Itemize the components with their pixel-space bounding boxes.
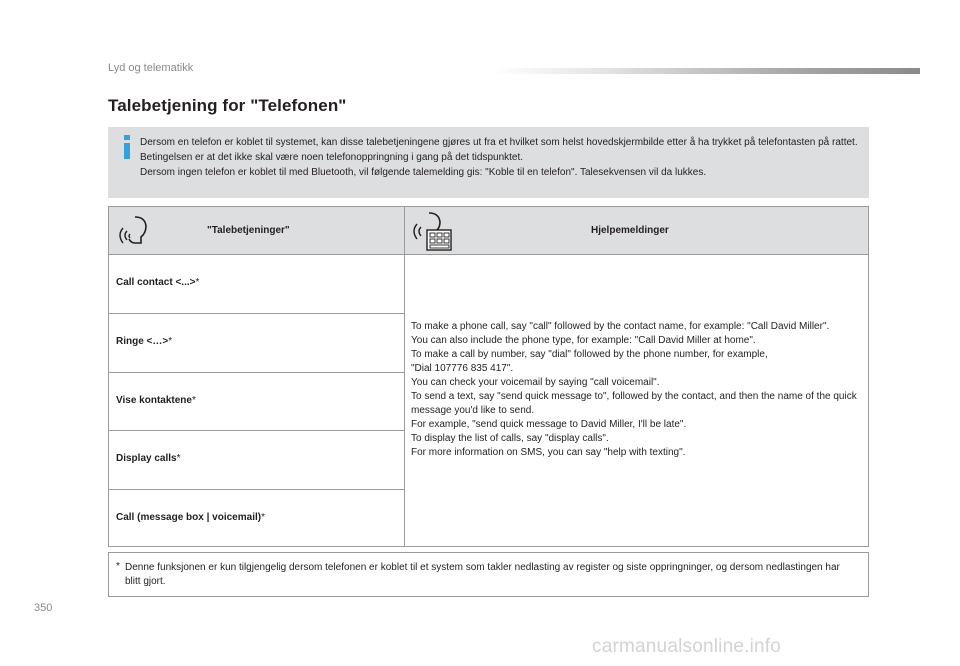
command-label: Call (message box | voicemail)* xyxy=(116,512,265,523)
command-label: Vise kontaktene* xyxy=(116,395,196,406)
table-row xyxy=(109,372,404,430)
column-header-commands: "Talebetjeninger" xyxy=(207,225,290,236)
help-line: To send a text, say "send quick message to", followed by the contact, and then the name of the quick message you'd like to send. xyxy=(411,391,857,416)
help-line: For more information on SMS, you can say "help with texting". xyxy=(411,447,686,458)
command-column xyxy=(109,255,405,546)
help-line: To display the list of calls, say "display calls". xyxy=(411,433,609,444)
table-row xyxy=(109,313,404,372)
voice-command-icon xyxy=(117,213,151,249)
page-number: 350 xyxy=(34,602,53,614)
table-header-help xyxy=(405,207,868,254)
command-label: Ringe <…>* xyxy=(116,336,173,347)
command-label: Call contact <...>* xyxy=(116,277,200,288)
footnote-star: * xyxy=(116,561,120,572)
table-row xyxy=(109,430,404,489)
table-row xyxy=(109,489,404,546)
info-icon xyxy=(120,135,134,159)
voice-command-table xyxy=(108,206,869,547)
column-header-help: Hjelpemeldinger xyxy=(591,225,669,236)
help-line: To make a call by number, say "dial" followed by the phone number, for example, xyxy=(411,349,768,360)
table-row xyxy=(109,255,404,313)
help-line: You can also include the phone type, for example: "Call David Miller at home". xyxy=(411,335,756,346)
info-text xyxy=(140,135,860,180)
watermark: carmanualsonline.info xyxy=(592,636,782,657)
table-header-commands xyxy=(109,207,405,254)
footnote-box xyxy=(108,552,869,597)
help-line: You can check your voicemail by saying "call voicemail". xyxy=(411,377,660,388)
help-line: "Dial 107776 835 417". xyxy=(411,363,514,374)
help-line: To make a phone call, say "call" followed by the contact name, for example: "Call David Miller". xyxy=(411,321,830,332)
help-messages-icon xyxy=(411,211,453,251)
section-label: Lyd og telematikk xyxy=(108,62,194,74)
footnote-text: Denne funksjonen er kun tilgjengelig dersom telefonen er koblet til et system som takler nedlasting av register og siste oppringninger, og dersom nedlastingen har blitt gjort. xyxy=(125,562,840,587)
help-text xyxy=(411,320,861,460)
command-label: Display calls* xyxy=(116,453,181,464)
info-box xyxy=(108,127,869,198)
page-title: Talebetjening for "Telefonen" xyxy=(108,96,347,115)
info-line-1: Dersom en telefon er koblet til systemet, kan disse talebetjeningene gjøres ut fra et hvilket som helst hovedskjermbilde etter å ha trykket på telefontasten på rattet. Betingelsen er at det ikke skal være noen telefonoppringning i gang på det tidspunktet. xyxy=(140,137,858,163)
help-line: For example, "send quick message to David Miller, I'll be late". xyxy=(411,419,687,430)
info-line-2: Dersom ingen telefon er koblet til med Bluetooth, vil følgende talemelding gis: "Koble til en telefon". Talesekvensen vil da lukkes. xyxy=(140,167,707,178)
help-column xyxy=(405,255,868,546)
header-decoration-bar xyxy=(490,68,920,74)
